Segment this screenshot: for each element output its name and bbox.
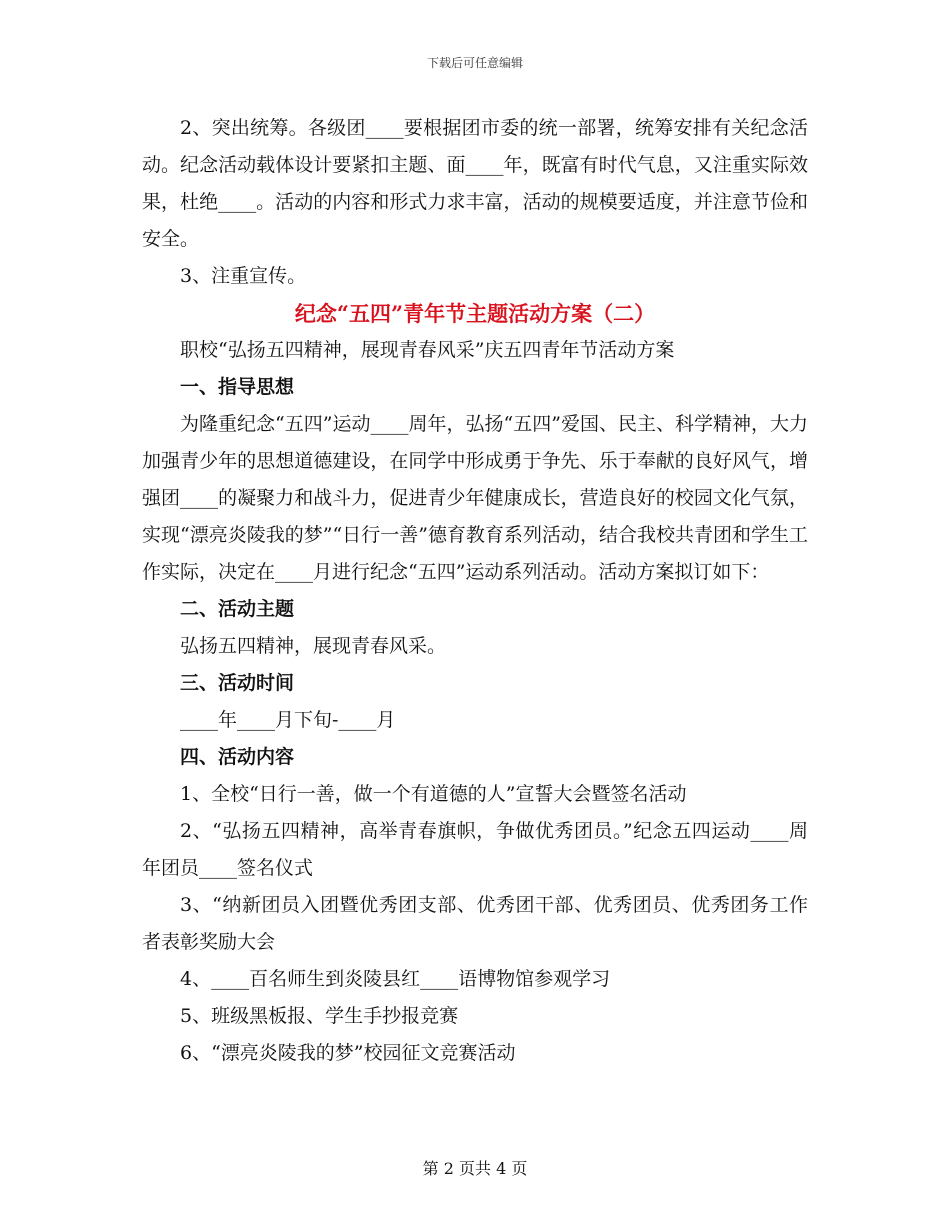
paragraph-activity-theme: 弘扬五四精神，展现青春风采。 (180, 635, 447, 657)
list-item: 5、班级黑板报、学生手抄报竞赛 (180, 1005, 459, 1027)
paragraph-guiding-ideology: 为隆重纪念“五四”运动____周年，弘扬“五四”爱国、民主、科学精神，大力加强青少年的思想道德建设，在同学中形成勇于争先、乐于奉献的良好风气，增强团____的凝聚力和战斗力，促进青少年健康成长，营造良好的校园文化气氛，实现“漂亮炎陵我的梦”“日行一善”德育教育系列活动，结合我校共青团和学生工作实际，决定在____月进行纪念“五四”运动系列活动。活动方案拟订如下： (142, 413, 808, 583)
paragraph-coordination: 2、突出统筹。各级团____要根据团市委的统一部署，统筹安排有关纪念活动。纪念活动载体设计要紧扣主题、面____年，既富有时代气息，又注重实际效果，杜绝____。活动的内容和形式力求丰富，活动的规模要适度，并注意节俭和安全。 (142, 117, 808, 250)
heading-activity-theme: 二、活动主题 (180, 598, 295, 620)
list-item: 1、全校“日行一善，做一个有道德的人”宣誓大会暨签名活动 (180, 783, 687, 805)
section-title: 纪念“五四”青年节主题活动方案（二） (294, 301, 656, 326)
page-footer: 第 2 页共 4 页 (422, 1159, 528, 1178)
list-item: 4、____百名师生到炎陵县红____语博物馆参观学习 (180, 968, 611, 990)
list-item: 3、“纳新团员入团暨优秀团支部、优秀团干部、优秀团员、优秀团务工作者表彰奖励大会 (142, 894, 808, 953)
paragraph-publicity: 3、注重宣传。 (180, 265, 307, 287)
heading-guiding-ideology: 一、指导思想 (180, 376, 295, 398)
header-note: 下载后可任意编辑 (426, 56, 523, 70)
heading-activity-time: 三、活动时间 (180, 672, 295, 694)
list-item: 6、“漂亮炎陵我的梦”校园征文竞赛活动 (180, 1042, 516, 1064)
heading-activity-content: 四、活动内容 (180, 746, 295, 768)
plan-subtitle: 职校“弘扬五四精神，展现青春风采”庆五四青年节活动方案 (180, 339, 675, 361)
document-body (142, 110, 808, 1072)
paragraph-activity-time: ____年____月下旬-____月 (180, 709, 396, 731)
list-item: 2、“弘扬五四精神，高举青春旗帜，争做优秀团员。”纪念五四运动____周年团员____签名仪式 (142, 820, 808, 879)
